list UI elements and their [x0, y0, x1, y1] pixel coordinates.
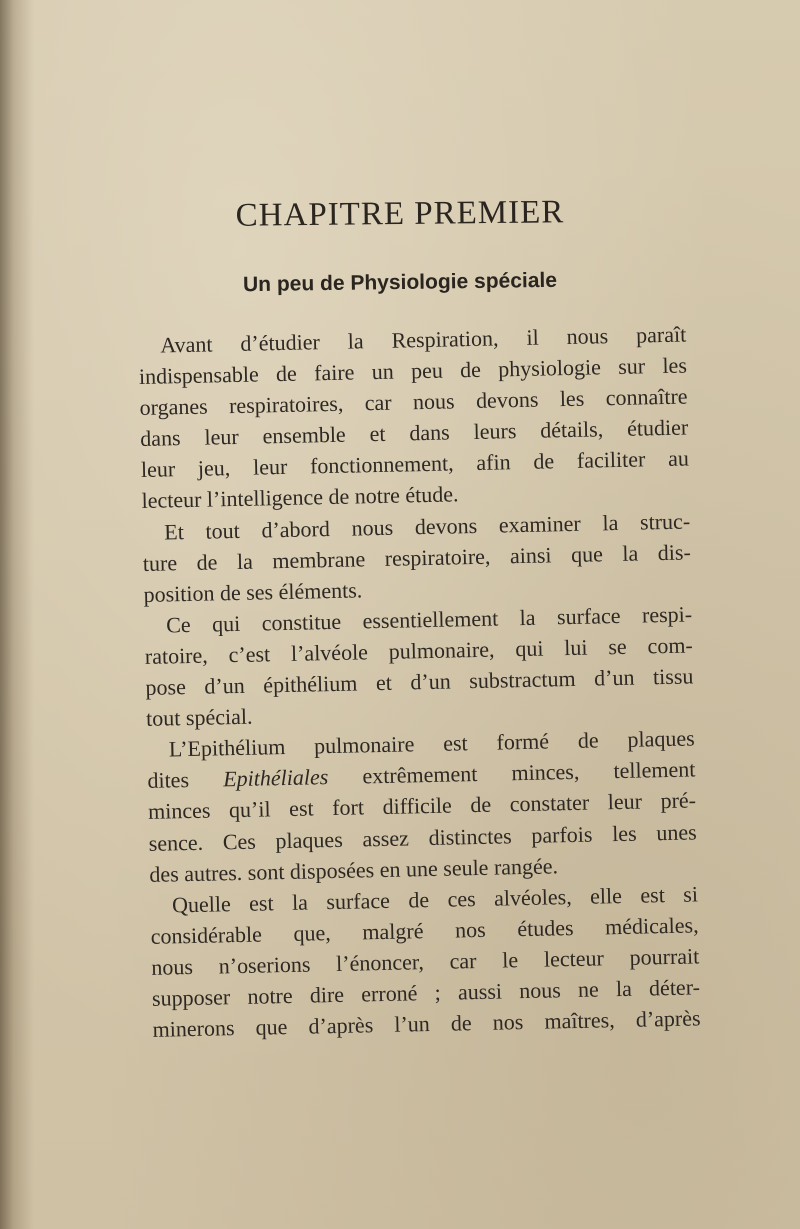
text-line: considérable que, malgré nos études médicales, [150, 912, 699, 949]
text-line: leur jeu, leur fonctionnement, afin de faciliter au [140, 445, 690, 483]
text-line: nous n’oserions l’énoncer, car le lecteur pourrait [151, 943, 700, 980]
text-segment: dites [147, 767, 190, 794]
binding-gutter-shadow [0, 0, 34, 1229]
body-text [138, 319, 701, 1045]
text-line: ture de la membrane respiratoire, ainsi que la dis- [142, 539, 692, 576]
text-line: Et tout d’abord nous devons examiner la struc- [163, 508, 691, 545]
text-line: des autres. sont disposées en une seule rangée. [149, 852, 559, 887]
text-line: minces qu’il est fort difficile de constater leur pré- [147, 787, 697, 825]
text-line: Quelle est la surface de ces alvéoles, elle est si [171, 881, 699, 918]
text-line: sence. Ces plaques assez distinctes parfois les unes [148, 818, 697, 856]
text-line: tout spécial. [145, 703, 253, 732]
text-line: indispensable de faire un peu de physiologie sur les [138, 352, 688, 390]
text-line: ratoire, c’est l’alvéole pulmonaire, qui lui se com- [144, 632, 693, 669]
text-line: supposer notre dire erroné ; aussi nous ne la déter- [151, 974, 701, 1011]
text-line: pose d’un épithélium et d’un substractum d’un tissu [145, 663, 694, 700]
text-line: L’Epithélium pulmonaire est formé de plaques [168, 725, 695, 762]
section-title: Un peu de Physiologie spéciale [242, 268, 558, 297]
text-line: position de ses éléments. [143, 577, 363, 607]
italic-term: Epithéliales [222, 764, 329, 792]
text-segment: extrêmement minces, tellement [362, 756, 696, 789]
text-line: dans leur ensemble et dans leurs détails, étudier [140, 414, 689, 452]
text-line: minerons que d’après l’un de nos maîtres, d’après [152, 1005, 701, 1042]
text-line: organes respiratoires, car nous devons les connaître [139, 383, 688, 421]
text-line: Ce qui constitue essentiellement la surface respi- [165, 601, 693, 638]
text-line: lecteur l’intelligence de notre étude. [141, 481, 459, 514]
chapter-title: CHAPITRE PREMIER [235, 194, 565, 234]
text-line: Avant d’étudier la Respiration, il nous paraît [160, 321, 687, 358]
